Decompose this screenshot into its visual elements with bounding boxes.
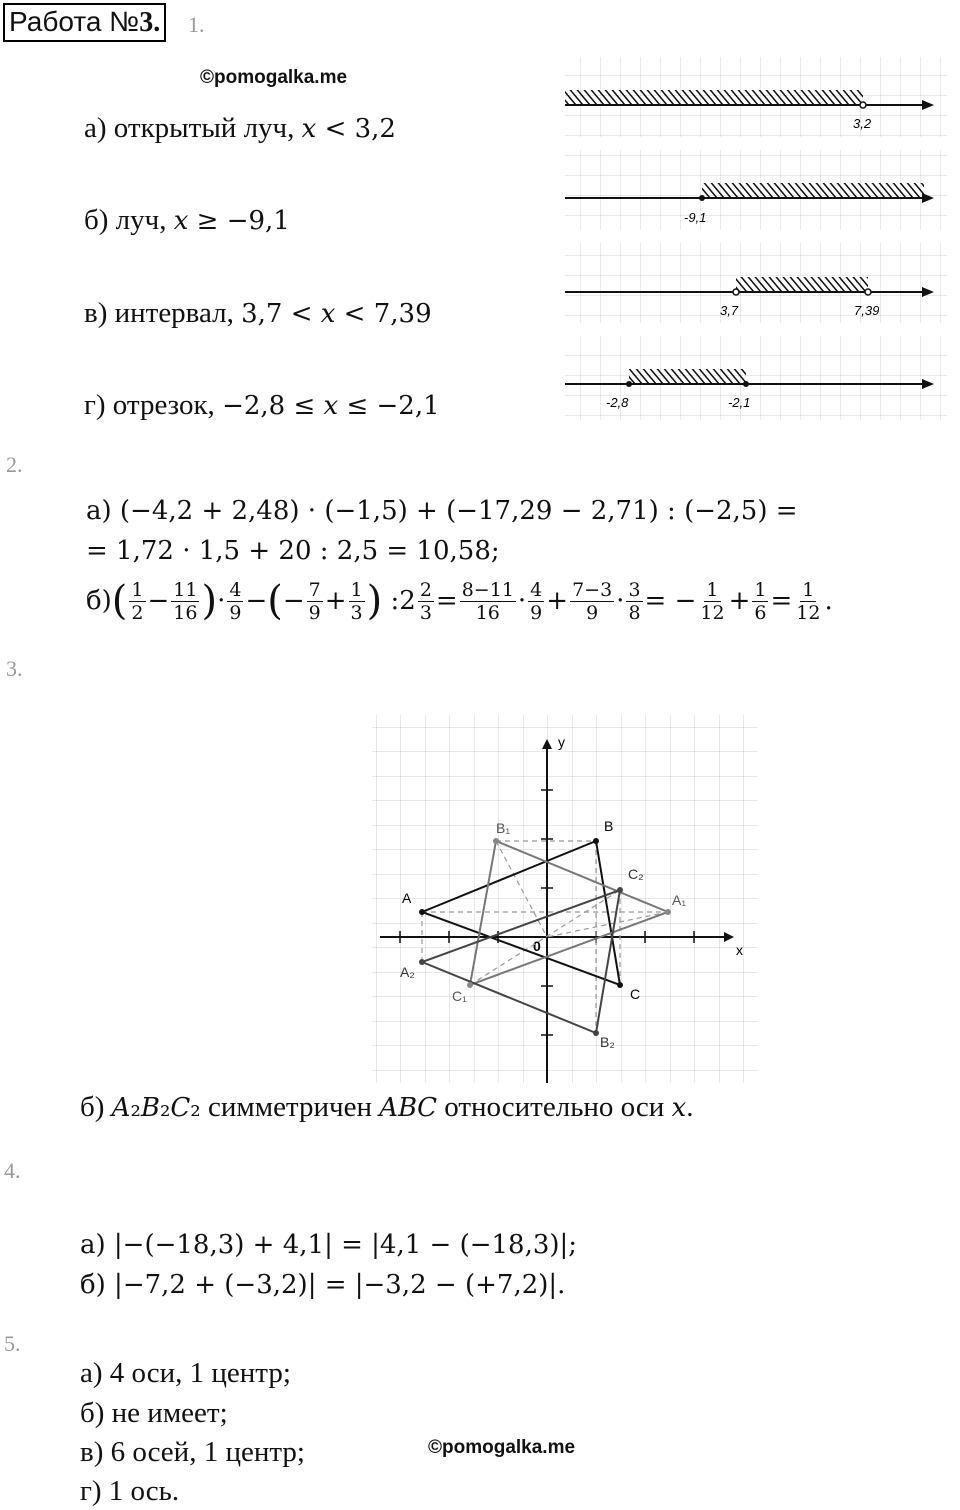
denominator: 12 [796, 601, 821, 624]
op: + [546, 586, 569, 616]
task5-number: 5. [4, 1331, 21, 1356]
task4-number: 4. [4, 1158, 21, 1183]
numerator: 11 [173, 578, 198, 601]
task1-item-c [84, 297, 432, 330]
task4-a: а) |−(−18,3) + 4,1| = |4,1 − (−18,3)|; [80, 1230, 578, 1260]
fraction [349, 579, 365, 624]
label-c2: 7,39 [854, 303, 880, 318]
closed-point-b [699, 195, 705, 201]
hatch-c [736, 277, 868, 291]
op: − [147, 586, 170, 616]
watermark-bottom: ©pomogalka.me [428, 1437, 576, 1458]
task5-b: б) не имеет; [80, 1397, 228, 1429]
fraction [570, 579, 614, 624]
hatch-d [629, 369, 746, 383]
open-point-a [860, 102, 866, 108]
item-label: а) открытый луч, [84, 112, 302, 144]
task5-d: г) 1 ось. [80, 1475, 180, 1507]
numerator: 4 [229, 578, 242, 601]
origin-label: 0 [533, 938, 541, 954]
op: . [824, 586, 833, 616]
fraction [171, 579, 199, 624]
task5-a: а) 4 оси, 1 центр; [80, 1357, 291, 1389]
caption-expr: 𝐴₂𝐵₂𝐶₂ [111, 1093, 201, 1123]
page-title [3, 3, 166, 42]
open-point-c1 [733, 289, 739, 295]
title-number: 3. [139, 7, 161, 38]
item-expr: 𝑥 ≥ −9,1 [173, 206, 290, 236]
task1-item-b [84, 204, 290, 237]
point-b1-label: B₁ [496, 820, 511, 836]
mixed-whole: 2 [399, 586, 416, 616]
item-expr: 𝑥 < 3,2 [301, 114, 396, 144]
point-c1-label: C₁ [452, 988, 467, 1004]
numerator: 7 [308, 578, 321, 601]
numerator: 2 [419, 578, 432, 601]
point-a2-label: A₂ [400, 964, 415, 980]
fraction [307, 579, 323, 624]
caption-prefix: б) [80, 1091, 112, 1123]
point-b-label: B [604, 818, 614, 834]
fraction [794, 579, 822, 624]
numerator: 1 [706, 578, 719, 601]
op: − [282, 586, 305, 616]
hatch-a [565, 90, 863, 104]
caption-abc: 𝐴𝐵𝐶 [379, 1093, 437, 1123]
task5-c: в) 6 осей, 1 центр; [80, 1436, 305, 1468]
denominator: 16 [173, 601, 198, 624]
task2-a-line1: а) (−4,2 + 2,48) · (−1,5) + (−17,29 − 2,71) : (−2,5) = [86, 496, 798, 526]
numerator: 4 [530, 578, 543, 601]
op: = [770, 586, 793, 616]
denominator: 9 [586, 601, 599, 624]
point-b2-label: B₂ [600, 1034, 615, 1050]
fraction [460, 579, 516, 624]
task1-item-d [84, 389, 440, 422]
numerator: 1 [754, 578, 767, 601]
numerator: 8−11 [461, 578, 514, 601]
label-d2: -2,1 [728, 395, 751, 410]
title-text: Работа № [9, 6, 140, 37]
task1-item-a [84, 112, 396, 145]
point-a-label: A [402, 890, 412, 906]
paren: ) [366, 578, 383, 624]
task3-number: 3. [6, 656, 23, 681]
denominator: 6 [754, 601, 767, 624]
paren: ) [201, 578, 218, 624]
task2-a-line2: = 1,72 · 1,5 + 20 : 2,5 = 10,58; [86, 536, 500, 566]
task4-b: б) |−7,2 + (−3,2)| = |−3,2 − (+7,2)|. [80, 1270, 566, 1300]
numerator: 1 [131, 578, 144, 601]
op: + [728, 586, 751, 616]
grid [372, 715, 758, 1083]
point-c-label: C [630, 986, 641, 1002]
y-label: y [558, 734, 565, 750]
item-label: б) луч, [84, 204, 174, 236]
open-point-c2 [865, 289, 871, 295]
point-c2-label: C₂ [628, 866, 644, 882]
denominator: 9 [530, 601, 543, 624]
op: · [616, 586, 625, 616]
op: · [517, 586, 527, 616]
numerator: 1 [350, 578, 363, 601]
denominator: 8 [628, 601, 641, 624]
label-a: 3,2 [853, 116, 872, 131]
paren: ( [111, 578, 128, 624]
fraction [752, 579, 768, 624]
op: : [382, 586, 400, 616]
label-c1: 3,7 [720, 303, 739, 318]
item-expr: −2,8 ≤ 𝑥 ≤ −2,1 [222, 391, 440, 421]
denominator: 9 [308, 601, 321, 624]
op: = − [644, 586, 697, 616]
numerator: 1 [802, 578, 815, 601]
watermark-top: ©pomogalka.me [200, 67, 348, 88]
task2-b-line [86, 578, 833, 624]
fraction [528, 579, 544, 624]
paren: ( [267, 578, 283, 624]
hatch-b [702, 183, 924, 197]
caption-x: 𝑥 [671, 1093, 687, 1123]
point-a1-label: A₁ [672, 892, 687, 908]
label-d1: -2,8 [606, 395, 629, 410]
task3-caption [80, 1091, 693, 1124]
denominator: 9 [229, 601, 242, 624]
numerator: 7−3 [572, 578, 613, 601]
number-lines-figure [560, 55, 952, 425]
task1-number: 1. [188, 12, 205, 37]
fraction [227, 579, 243, 624]
denominator: 16 [475, 601, 500, 624]
fraction [129, 579, 145, 624]
fraction [418, 579, 434, 624]
fraction [698, 579, 726, 624]
closed-point-d1 [626, 381, 632, 387]
caption-mid: симметричен [200, 1091, 380, 1123]
caption-end: относительно оси [437, 1091, 672, 1123]
label-b: -9,1 [684, 210, 707, 225]
denominator: 3 [419, 601, 432, 624]
op: = [435, 586, 458, 616]
item-expr: 3,7 < 𝑥 < 7,39 [241, 299, 432, 329]
task2-number: 2. [6, 452, 23, 477]
op: · [217, 586, 226, 616]
item-label: г) отрезок, [84, 389, 223, 421]
caption-dot: . [686, 1091, 694, 1123]
b-prefix: б) [86, 586, 112, 616]
closed-point-d2 [743, 381, 749, 387]
x-label: x [736, 942, 743, 958]
symmetry-figure [372, 715, 758, 1083]
item-label: в) интервал, [84, 297, 242, 329]
denominator: 2 [131, 601, 144, 624]
fraction [626, 579, 642, 624]
denominator: 3 [350, 601, 363, 624]
numerator: 3 [628, 578, 641, 601]
op: − [245, 586, 268, 616]
op: + [324, 586, 347, 616]
denominator: 12 [700, 601, 725, 624]
